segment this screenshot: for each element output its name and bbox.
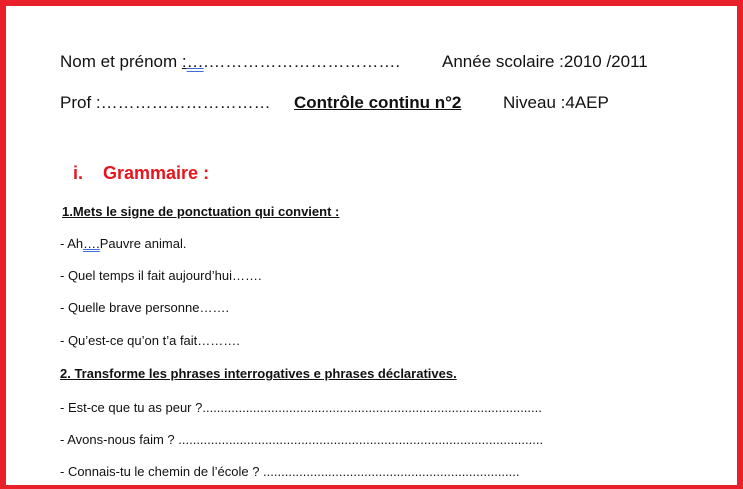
teacher-field: Prof :………………………… (60, 93, 271, 112)
section-number: i. (73, 163, 84, 183)
test-title: Contrôle continu n°2 (294, 93, 462, 112)
exercise-1-title: 1.Mets le signe de ponctuation qui convient : (62, 204, 340, 219)
name-dots-marked: … (186, 52, 204, 71)
exercise-2-title: 2. Transforme les phrases interrogatives e phrases déclaratives. (60, 366, 457, 381)
section-heading (73, 163, 209, 184)
name-colon: : (181, 52, 187, 71)
name-field-line (60, 52, 400, 72)
item-prefix: - Ah (60, 236, 84, 251)
item-mark: …. (83, 236, 100, 251)
exercise-1-item: - Qu’est-ce qu’on t’a fait………. (60, 333, 240, 348)
exercise-1-item: - Quelle brave personne……. (60, 300, 230, 315)
item-rest: Pauvre animal. (99, 236, 187, 251)
exercise-2-item: - Avons-nous faim ? ..................................................................................................... (60, 432, 544, 447)
section-title: Grammaire : (103, 163, 210, 183)
name-dots: .……………………………. (203, 52, 401, 71)
school-year: Année scolaire :2010 /2011 (442, 52, 648, 71)
exercise-2-item: - Connais-tu le chemin de l’école ? ....................................................................... (60, 464, 520, 479)
exercise-2-item: - Est-ce que tu as peur ?.............................................................................................. (60, 400, 542, 415)
level: Niveau :4AEP (503, 93, 609, 112)
exercise-1-item: - Quel temps il fait aujourd’hui……. (60, 268, 262, 283)
name-label: Nom et prénom (60, 52, 182, 71)
exercise-1-item (60, 236, 186, 251)
